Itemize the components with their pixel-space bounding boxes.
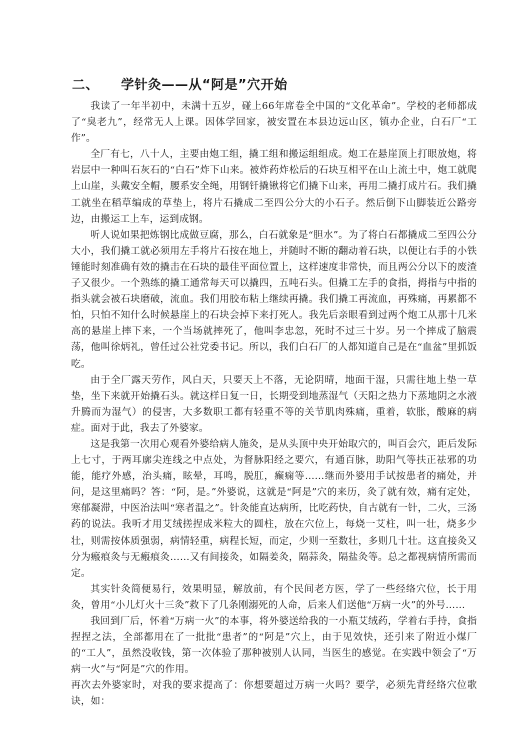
paragraph: 我回到厂后，怀着“万病一火”的本事，将外婆送给我的一小瓶艾绒药，学着右手持，食指捏捏之法，全部都用在了一批批“患者”的“阿是”穴上，由于见效快，还引来了附近小煤厂的“工人”，虽然没收钱，第一次体验了那种被别人认同，当医生的感觉。在实践中领会了“万病一火”与“阿是”穴的作用。 xyxy=(71,616,477,676)
paragraph: 由于全厂露天劳作，风白天，只要天上不落，无论阴晴，地面干湿，只需往地上垫一草垫，坐下来就开始撬石头。就这样日复一日，长期受到地蒸湿气（天阳之热力下蒸地阴之水液升腾而为湿气）的侵害，大多数职工都有轻重不等的关节肌肉殊痛，重着，软胀，酸麻的病症。面对于此，我去了外婆家。 xyxy=(71,374,477,434)
section-number: 二、 xyxy=(72,78,100,93)
document-body xyxy=(71,99,477,711)
paragraph: 其实针灸简便易行，效果明显，解放前，有个民间老方医，学了一些经络穴位，长于用灸，曾用“小儿灯火十三灸”救下了几条刚溺死的人命，后来人们送他“万病一火”的外号…… xyxy=(71,583,477,611)
section-heading xyxy=(72,74,288,93)
paragraph: 全厂有七，八十人，主要由炮工组，撬工组和搬运组组成。炮工在悬崖顶上打眼放炮，将岩层中一种叫石灰石的“白石”炸下山来。被炸药炸松后的石块互相平在山上流土中，炮工就爬上山崖，头戴安全帽，腰系安全绳，用钢钎撬锹将它们撬下山来，再用二撬打成片石。我们撬工就坐在稻草编成的草垫上，将片石撬成二至四公分大的小石子。然后倒下山脚装近公路旁边，由搬运工上车，运到成钢。 xyxy=(71,149,477,225)
closing-paragraph: 再次去外婆家时，对我的要求提高了：你想要超过万病一火吗？要学，必须先背经络穴位歌诀，如： xyxy=(71,680,477,708)
paragraph: 这是我第一次用心观看外婆给病人施灸，是从头顶中央开始取穴的，叫百会穴，距后发际上七寸，于两耳廓尖连线之中点处，为督脉阳经之要穴，有通百脉，助阳气等扶正祛邪的功能，能疗外感，治头痛，眩晕，耳鸣，脱肛，癫痫等……继而外婆用手试按患者的痛处，并问，是这里痛吗？答：“阿，是。”外婆说，这就是“阿是”穴的来历，灸了就有效，痛有定处，寒郁凝滞，中医治法叫“寒者温之”。针灸能直达病所，比吃药快，自古就有一针，二火，三汤药的说法。我听才用艾绒搓捏成米粒大的圆柱，放在穴位上，每烧一艾柱，叫一壮，烧多少壮，则需按体质强弱，病情轻重，病程长短，而定，少则一至数壮，多则几十壮。这直接灸又分为瘢痕灸与无瘢痕灸……又有间接灸，如隔姜灸，隔蒜灸，隔盐灸等。总之都视病情所需而定。 xyxy=(71,438,477,579)
paragraph: 我读了一年半初中，未满十五岁，碰上66年席卷全中国的“文化革命”。学校的老师都成了“臭老九”，经常无人上课。因体学回家，被安置在本县边远山区，镇办企业，白石厂“工作”。 xyxy=(71,101,477,145)
paragraph: 听人说如果把炼钢比成做豆腐，那么，白石就象是“胆水”。为了将白石都撬成二至四公分大小，我们撬工就必须用左手将片石按在地上，并随时不断的翻动着石块，以便让右手的小铁锤能时刻准确有效的撬击在石块的最佳平面位置上，这样速度非常快，而且两公分以下的废渣子又很少。一个熟练的撬工通常每天可以撬四，五吨石头。但撬工左手的食指，拇指与中指的指头就会被石块磨破，流血。我们用胶布粘上继续再撬。我们撬工再流血，再殊痛，再累都不怕，只怕不知什么时候悬崖上的石块会掉下来打死人。我先后亲眼看到过两个炮工从那十几米高的悬崖上摔下来，一个当场就摔死了，他叫李忠忽，死时不过三十岁。另一个摔成了脑震荡，他叫徐炳礼，曾任过公社党委书记。所以，我们白石厂的人都知道自己是在“血盆”里抓饭吃。 xyxy=(71,229,477,370)
section-title: 学针灸——从“阿是”穴开始 xyxy=(121,78,288,93)
